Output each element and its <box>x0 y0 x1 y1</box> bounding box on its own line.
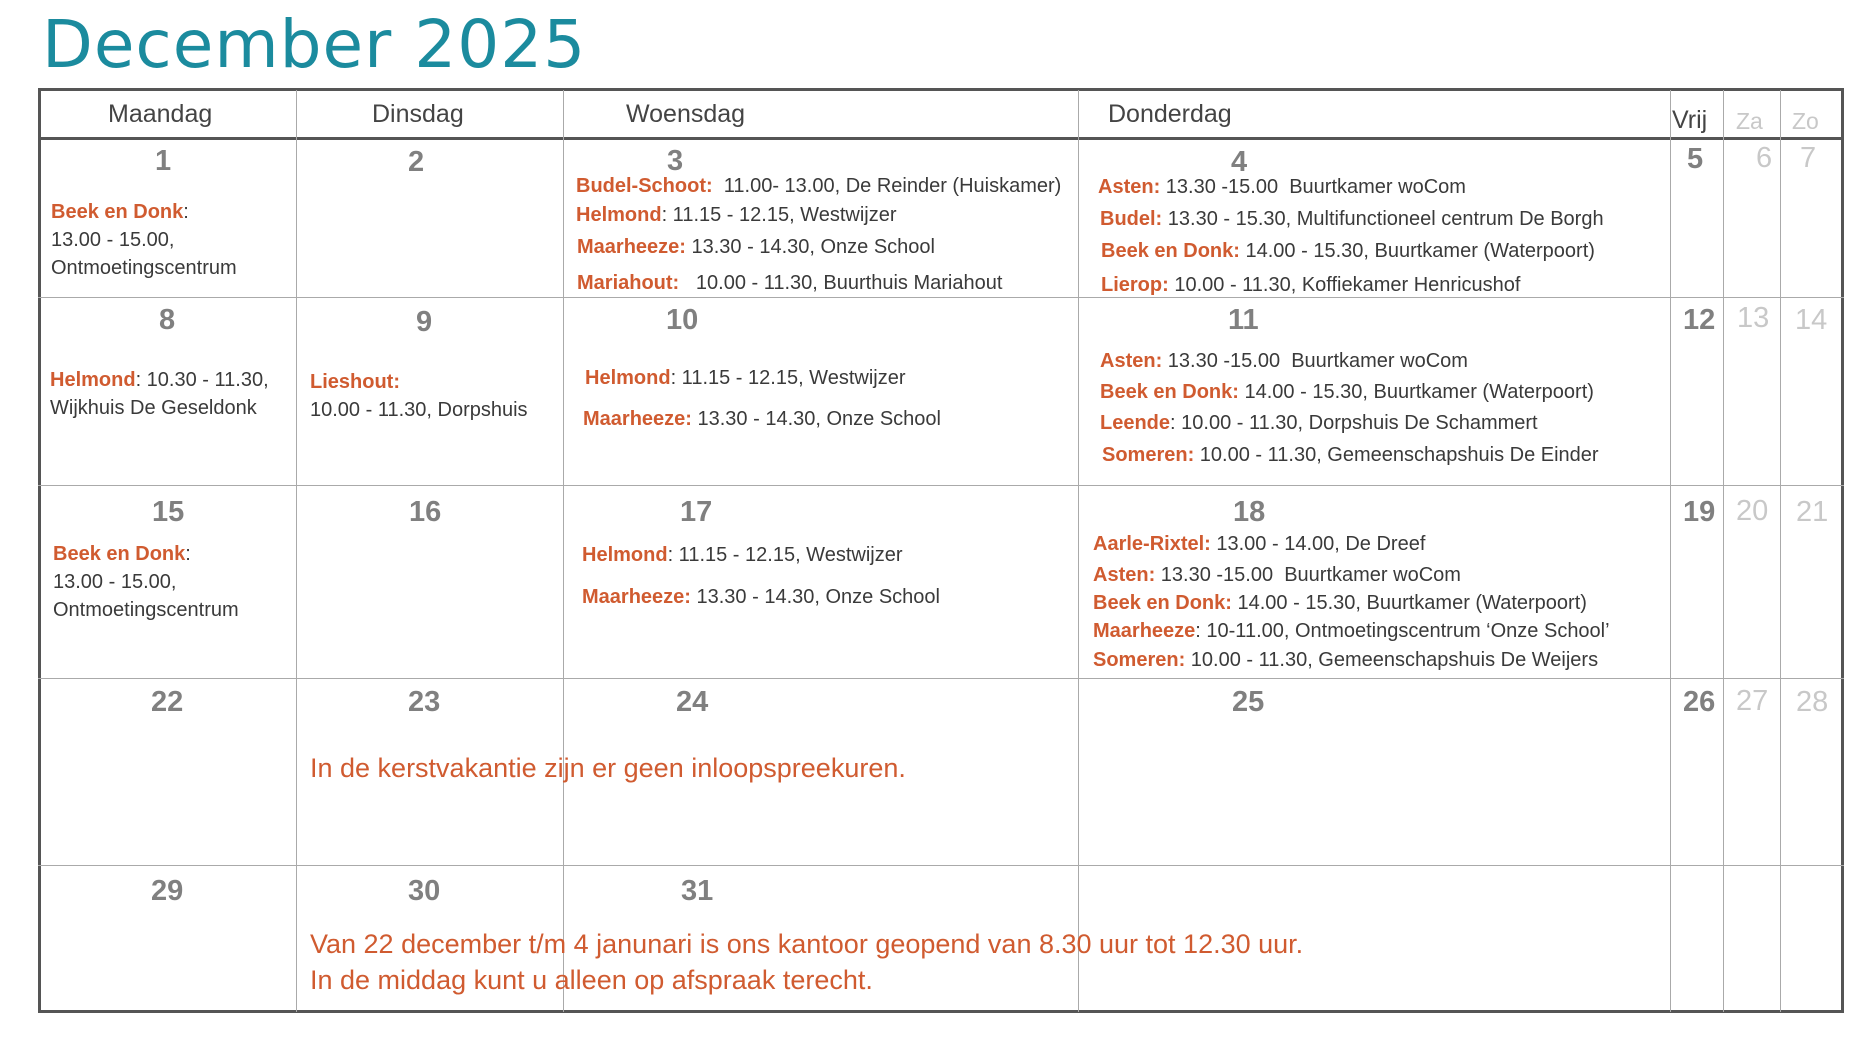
location-label: Maarheeze: <box>583 408 692 430</box>
event-details: 13.30 - 14.30, Onze School <box>690 586 940 608</box>
day-number: 21 <box>1796 496 1829 528</box>
day-number: 3 <box>667 145 684 177</box>
day-number: 29 <box>151 875 184 907</box>
event-entry <box>1093 564 1461 587</box>
location-label: Helmond <box>576 204 662 226</box>
day-number: 9 <box>416 306 433 338</box>
event-details: 13.30 - 14.30, Onze School <box>685 236 935 258</box>
location-label: Helmond <box>582 544 668 566</box>
location-label: Lierop: <box>1101 274 1169 296</box>
event-details: : 11.15 - 12.15, Westwijzer <box>667 544 903 566</box>
location-label: Aarle-Rixtel: <box>1093 533 1211 555</box>
event-venue: Ontmoetingscentrum <box>53 599 239 621</box>
event-details: 10.00 - 11.30, Gemeenschapshuis De Weijers <box>1185 649 1599 671</box>
day-number: 19 <box>1683 496 1716 528</box>
day-number: 31 <box>681 875 714 907</box>
location-label: Beek en Donk: <box>1093 592 1232 614</box>
location-label: Asten: <box>1093 564 1156 586</box>
event-entry <box>1100 412 1538 435</box>
event-entry <box>1102 444 1599 467</box>
column-divider <box>1723 90 1724 1012</box>
day-number: 13 <box>1737 302 1770 334</box>
location-label: Someren: <box>1093 649 1186 671</box>
event-time: 13.00 - 15.00, <box>53 571 177 593</box>
header-dinsdag: Dinsdag <box>372 100 464 128</box>
day-number: 17 <box>680 496 713 528</box>
header-donderdag: Donderdag <box>1108 100 1232 128</box>
event-details: : 10.00 - 11.30, Dorpshuis De Schammert <box>1170 412 1538 434</box>
location-label: Maarheeze: <box>582 586 691 608</box>
event-details: 10.00 - 11.30, Koffiekamer Henricushof <box>1168 274 1521 296</box>
location-label: Budel-Schoot: <box>576 175 713 197</box>
day-number: 7 <box>1800 142 1817 174</box>
event-details: 13.30 -15.00 Buurtkamer woCom <box>1160 176 1466 198</box>
event-entry <box>576 204 896 227</box>
event-entry <box>1100 381 1594 404</box>
location-label: Maarheeze: <box>577 236 686 258</box>
day-number: 27 <box>1736 685 1769 717</box>
location-label: Someren: <box>1102 444 1195 466</box>
event-entry <box>582 544 902 567</box>
event-details: 14.00 - 15.30, Buurtkamer (Waterpoort) <box>1231 592 1587 614</box>
day-number: 10 <box>666 304 699 336</box>
day-number: 15 <box>152 496 185 528</box>
day-number: 5 <box>1687 143 1704 175</box>
event-entry <box>1093 533 1425 556</box>
event-details: 13.30 - 14.30, Onze School <box>691 408 941 430</box>
day-number: 6 <box>1756 142 1773 174</box>
event-entry <box>1101 274 1520 297</box>
location-label: Asten: <box>1098 176 1161 198</box>
event-entry <box>1093 620 1610 643</box>
event-details: 13.30 - 15.30, Multifunctioneel centrum De Borgh <box>1162 208 1604 230</box>
row-divider <box>38 865 1844 866</box>
office-hours-note: Van 22 december t/m 4 janunari is ons kantoor geopend van 8.30 uur tot 12.30 uur. <box>310 929 1304 959</box>
column-divider <box>1780 90 1781 1012</box>
location-label: Lieshout: <box>310 371 400 393</box>
location-label: Beek en Donk <box>51 201 184 223</box>
event-details: : 10-11.00, Ontmoetingscentrum ‘Onze School’ <box>1195 620 1610 642</box>
location-label: Asten: <box>1100 350 1163 372</box>
event-entry <box>1101 240 1595 263</box>
day-number: 1 <box>155 145 172 177</box>
event-entry <box>577 236 935 259</box>
location-label: Budel: <box>1100 208 1163 230</box>
day-number: 4 <box>1231 146 1248 178</box>
appointment-note: In de middag kunt u alleen op afspraak terecht. <box>310 965 873 995</box>
event-time: 13.00 - 15.00, <box>51 229 175 251</box>
event-details: 10.00 - 11.30, Dorpshuis <box>310 399 528 421</box>
event-entry <box>1093 649 1598 672</box>
event-entry <box>585 367 905 390</box>
day-number: 14 <box>1795 304 1828 336</box>
header-maandag: Maandag <box>108 100 213 128</box>
day-number: 26 <box>1683 686 1716 718</box>
column-divider <box>1078 90 1079 1012</box>
event-details: 14.00 - 15.30, Buurtkamer (Waterpoort) <box>1238 381 1594 403</box>
event-entry <box>1098 176 1466 199</box>
day-number: 8 <box>159 304 176 336</box>
event-separator: : <box>183 201 189 223</box>
column-divider <box>1670 90 1671 1012</box>
day-number: 28 <box>1796 686 1829 718</box>
event-entry <box>1093 592 1587 615</box>
location-label: Beek en Donk: <box>1101 240 1240 262</box>
day-number: 22 <box>151 686 184 718</box>
event-entry <box>310 368 528 424</box>
header-za: Za <box>1736 108 1763 134</box>
event-details: 11.00- 13.00, De Reinder (Huiskamer) <box>712 175 1062 197</box>
event-details: 13.30 -15.00 Buurtkamer woCom <box>1162 350 1468 372</box>
location-label: Helmond <box>585 367 671 389</box>
column-divider <box>296 90 297 1012</box>
event-details: : 11.15 - 12.15, Westwijzer <box>661 204 897 226</box>
event-details: 10.00 - 11.30, Gemeenschapshuis De Einder <box>1194 444 1599 466</box>
location-label: Beek en Donk: <box>1100 381 1239 403</box>
day-number: 24 <box>676 686 709 718</box>
event-details: 13.30 -15.00 Buurtkamer woCom <box>1155 564 1461 586</box>
row-divider <box>38 485 1844 486</box>
event-entry <box>1100 208 1604 231</box>
event-entry <box>50 366 269 422</box>
day-number: 2 <box>408 146 425 178</box>
event-details: 10.00 - 11.30, Buurthuis Mariahout <box>679 272 1003 294</box>
day-number: 30 <box>408 875 441 907</box>
day-number: 12 <box>1683 304 1716 336</box>
day-number: 25 <box>1232 686 1265 718</box>
event-venue: Wijkhuis De Geseldonk <box>50 397 257 419</box>
event-details: 13.00 - 14.00, De Dreef <box>1210 533 1426 555</box>
day-number: 23 <box>408 686 441 718</box>
day-number: 16 <box>409 496 442 528</box>
header-vrij: Vrij <box>1672 106 1708 134</box>
header-woensdag: Woensdag <box>626 100 746 128</box>
event-entry <box>583 408 941 431</box>
day-number: 11 <box>1228 304 1259 336</box>
day-number: 18 <box>1233 496 1266 528</box>
event-entry <box>576 175 1061 198</box>
header-divider <box>38 137 1844 140</box>
header-zo: Zo <box>1792 108 1819 134</box>
row-divider <box>38 297 1844 298</box>
event-entry <box>582 586 940 609</box>
location-label: Helmond <box>50 369 136 391</box>
location-label: Maarheeze <box>1093 620 1196 642</box>
row-divider <box>38 678 1844 679</box>
event-entry <box>1100 350 1468 373</box>
location-label: Leende <box>1100 412 1171 434</box>
event-details: 14.00 - 15.30, Buurtkamer (Waterpoort) <box>1239 240 1595 262</box>
page-title: December 2025 <box>42 6 587 83</box>
location-label: Beek en Donk <box>53 543 186 565</box>
event-entry <box>577 272 1002 295</box>
event-separator: : <box>185 543 191 565</box>
event-entry <box>53 540 239 624</box>
event-venue: Ontmoetingscentrum <box>51 257 237 279</box>
event-entry <box>51 198 237 282</box>
column-divider <box>563 90 564 1012</box>
location-label: Mariahout: <box>577 272 680 294</box>
day-number: 20 <box>1736 495 1769 527</box>
event-details: : 11.15 - 12.15, Westwijzer <box>670 367 906 389</box>
christmas-note: In de kerstvakantie zijn er geen inloopspreekuren. <box>310 753 906 783</box>
event-details: : 10.30 - 11.30, <box>135 369 269 391</box>
